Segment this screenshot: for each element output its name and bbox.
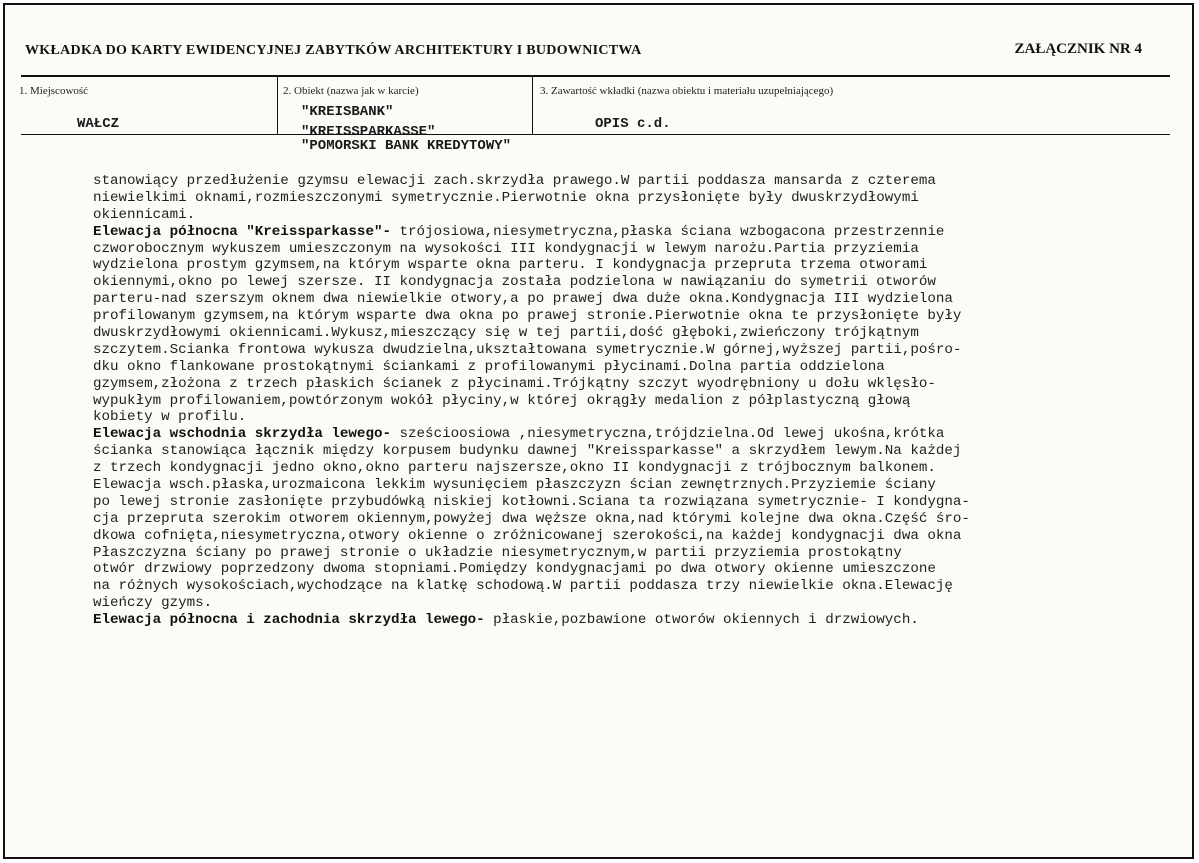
line-text: cja przepruta szerokim otworem okiennym,powyżej dwa węższe okna,nad którymi kolejne dwa okna.Część śro- — [93, 510, 970, 527]
field-value-locality: WAŁCZ — [77, 116, 120, 132]
line-text: wieńczy gzyms. — [93, 595, 213, 612]
text-line — [93, 291, 1143, 308]
line-text: otwór drzwiowy poprzedzony dwoma stopniami.Pomiędzy kondygnacjami po dwa otwory okienne umieszczone — [93, 561, 936, 578]
field-value-object-2: "KREISSPARKASSE" — [301, 124, 436, 134]
line-text: na różnych wysokościach,wychodzące na klatkę schodową.W partii poddasza trzy niewielkie okna.Elewację — [93, 578, 953, 595]
line-text: niewielkimi oknami,rozmieszczonymi symetrycznie.Pierwotnie okna przysłonięte były dwuskrzydłowymi — [93, 189, 919, 206]
line-text: stanowiący przedłużenie gzymsu elewacji zach.skrzydła prawego.W partii poddasza mansarda z czterema — [93, 173, 936, 189]
line-text: Płaszczyzna ściany po prawej stronie o układzie niesymetrycznym,w partii przyziemia prostokątny — [93, 544, 902, 561]
text-line — [93, 494, 1143, 511]
line-text: dkowa cofnięta,niesymetryczna,otwory okienne o zróżnicowanej szerokości,na każdej kondygnacji dwa okna — [93, 527, 962, 544]
text-line — [93, 359, 1143, 376]
text-line — [93, 460, 1143, 477]
line-text: wypukłym profilowaniem,powtórzonym wokół płyciny,w której okrągły medalion z półplastyczną głową — [93, 392, 911, 409]
line-text: płaskie,pozbawione otworów okiennych i drzwiowych. — [484, 612, 919, 629]
line-text: z trzech kondygnacji jedno okno,okno parteru najszersze,okno II kondygnacji z trójbocznym balkonem. — [93, 460, 936, 477]
card-title: WKŁADKA DO KARTY EWIDENCYJNEJ ZABYTKÓW ARCHITEKTURY I BUDOWNICTWA — [25, 43, 642, 58]
line-text: dku okno flankowane prostokątnymi ściankami z profilowanymi płycinami.Dolna partia oddzielona — [93, 358, 885, 375]
text-line — [93, 477, 1143, 494]
record-card — [3, 3, 1194, 859]
text-line — [93, 190, 1143, 207]
annex-number: ZAŁĄCZNIK NR 4 — [1014, 41, 1142, 57]
field-label-object: 2. Obiekt (nazwa jak w karcie) — [283, 85, 419, 97]
line-text: parteru-nad szerszym oknem dwa niewielkie otwory,a po prawej dwa duże okna.Kondygnacja III wydzielona — [93, 291, 953, 308]
line-text: Elewacja wsch.płaska,urozmaicona lekkim wysunięciem płaszczyzn ścian zewnętrznych.Przyziemie ściany — [93, 477, 936, 494]
line-text: gzymsem,złożona z trzech płaskich ścianek z płycinami.Trójkątny szczyt wyodrębniony u dołu wklęsło- — [93, 375, 936, 392]
text-line — [93, 224, 1143, 241]
header-rule-top — [21, 75, 1170, 77]
line-text: po lewej stronie zasłonięte przybudówką niskiej kotłowni.Sciana ta rozwiązana symetrycznie- I kondygna- — [93, 493, 970, 510]
text-line — [93, 578, 1143, 595]
section-heading: Elewacja wschodnia skrzydła lewego- — [93, 426, 391, 443]
section-heading: Elewacja północna "Kreissparkasse"- — [93, 223, 391, 240]
text-line — [93, 241, 1143, 258]
description-text — [93, 173, 1143, 629]
line-text: okiennicami. — [93, 206, 196, 223]
text-line — [93, 376, 1143, 393]
field-divider-1 — [277, 76, 278, 134]
line-text: ścianka stanowiąca łącznik między korpusem budynku dawnej "Kreissparkasse" a skrzydłem lewym.Na każdej — [93, 443, 962, 460]
text-line — [93, 207, 1143, 224]
line-text: sześcioosiowa ,niesymetryczna,trójdzielna.Od lewej ukośna,krótka — [391, 426, 945, 443]
line-text: wydzielona prostym gzymsem,na którym wsparte okna parteru. I kondygnacja przepruta trzema otworami — [93, 257, 928, 274]
section-heading: Elewacja północna i zachodnia skrzydła lewego- — [93, 612, 485, 629]
line-text: dwuskrzydłowymi okiennicami.Wykusz,mieszczący się w tej partii,dość głęboki,zwieńczony trójkątnym — [93, 325, 919, 342]
text-line — [93, 257, 1143, 274]
text-line — [93, 308, 1143, 325]
field-label-content: 3. Zawartość wkładki (nazwa obiektu i materiału uzupełniającego) — [540, 85, 834, 97]
header-rule-bottom — [21, 134, 1170, 135]
field-value-object-1: "KREISBANK" — [301, 104, 394, 120]
line-text: czworobocznym wykuszem umieszczonym na wysokości III kondygnacji w lewym narożu.Partia przyziemia — [93, 240, 919, 257]
text-line — [93, 545, 1143, 562]
field-divider-2 — [532, 76, 533, 134]
text-line — [93, 274, 1143, 291]
text-line — [93, 342, 1143, 359]
field-value-content: OPIS c.d. — [595, 116, 671, 132]
text-line — [93, 325, 1143, 342]
text-line — [93, 511, 1143, 528]
text-line — [93, 409, 1143, 426]
text-line — [93, 561, 1143, 578]
line-text: profilowanym gzymsem,na którym wsparte dwa okna po prawej stronie.Pierwotnie okna te przysłonięte były — [93, 308, 962, 325]
text-line — [93, 393, 1143, 410]
line-text: szczytem.Scianka frontowa wykusza dwudzielna,ukształtowana symetrycznie.W górnej,wyższej partii,pośro- — [93, 341, 962, 358]
line-text: okiennymi,okno po lewej szersze. II kondygnacja została podzielona w nawiązaniu do symetrii otworów — [93, 274, 936, 291]
text-line — [93, 612, 1143, 629]
text-line — [93, 595, 1143, 612]
text-line — [93, 443, 1143, 460]
text-line — [93, 173, 1143, 190]
line-text: kobiety w profilu. — [93, 409, 247, 426]
text-line — [93, 528, 1143, 545]
field-label-locality: 1. Miejscowość — [19, 85, 89, 97]
line-text: trójosiowa,niesymetryczna,płaska ściana wzbogacona przestrzennie — [391, 223, 945, 240]
field-value-object-3: "POMORSKI BANK KREDYTOWY" — [301, 138, 512, 154]
text-line — [93, 426, 1143, 443]
